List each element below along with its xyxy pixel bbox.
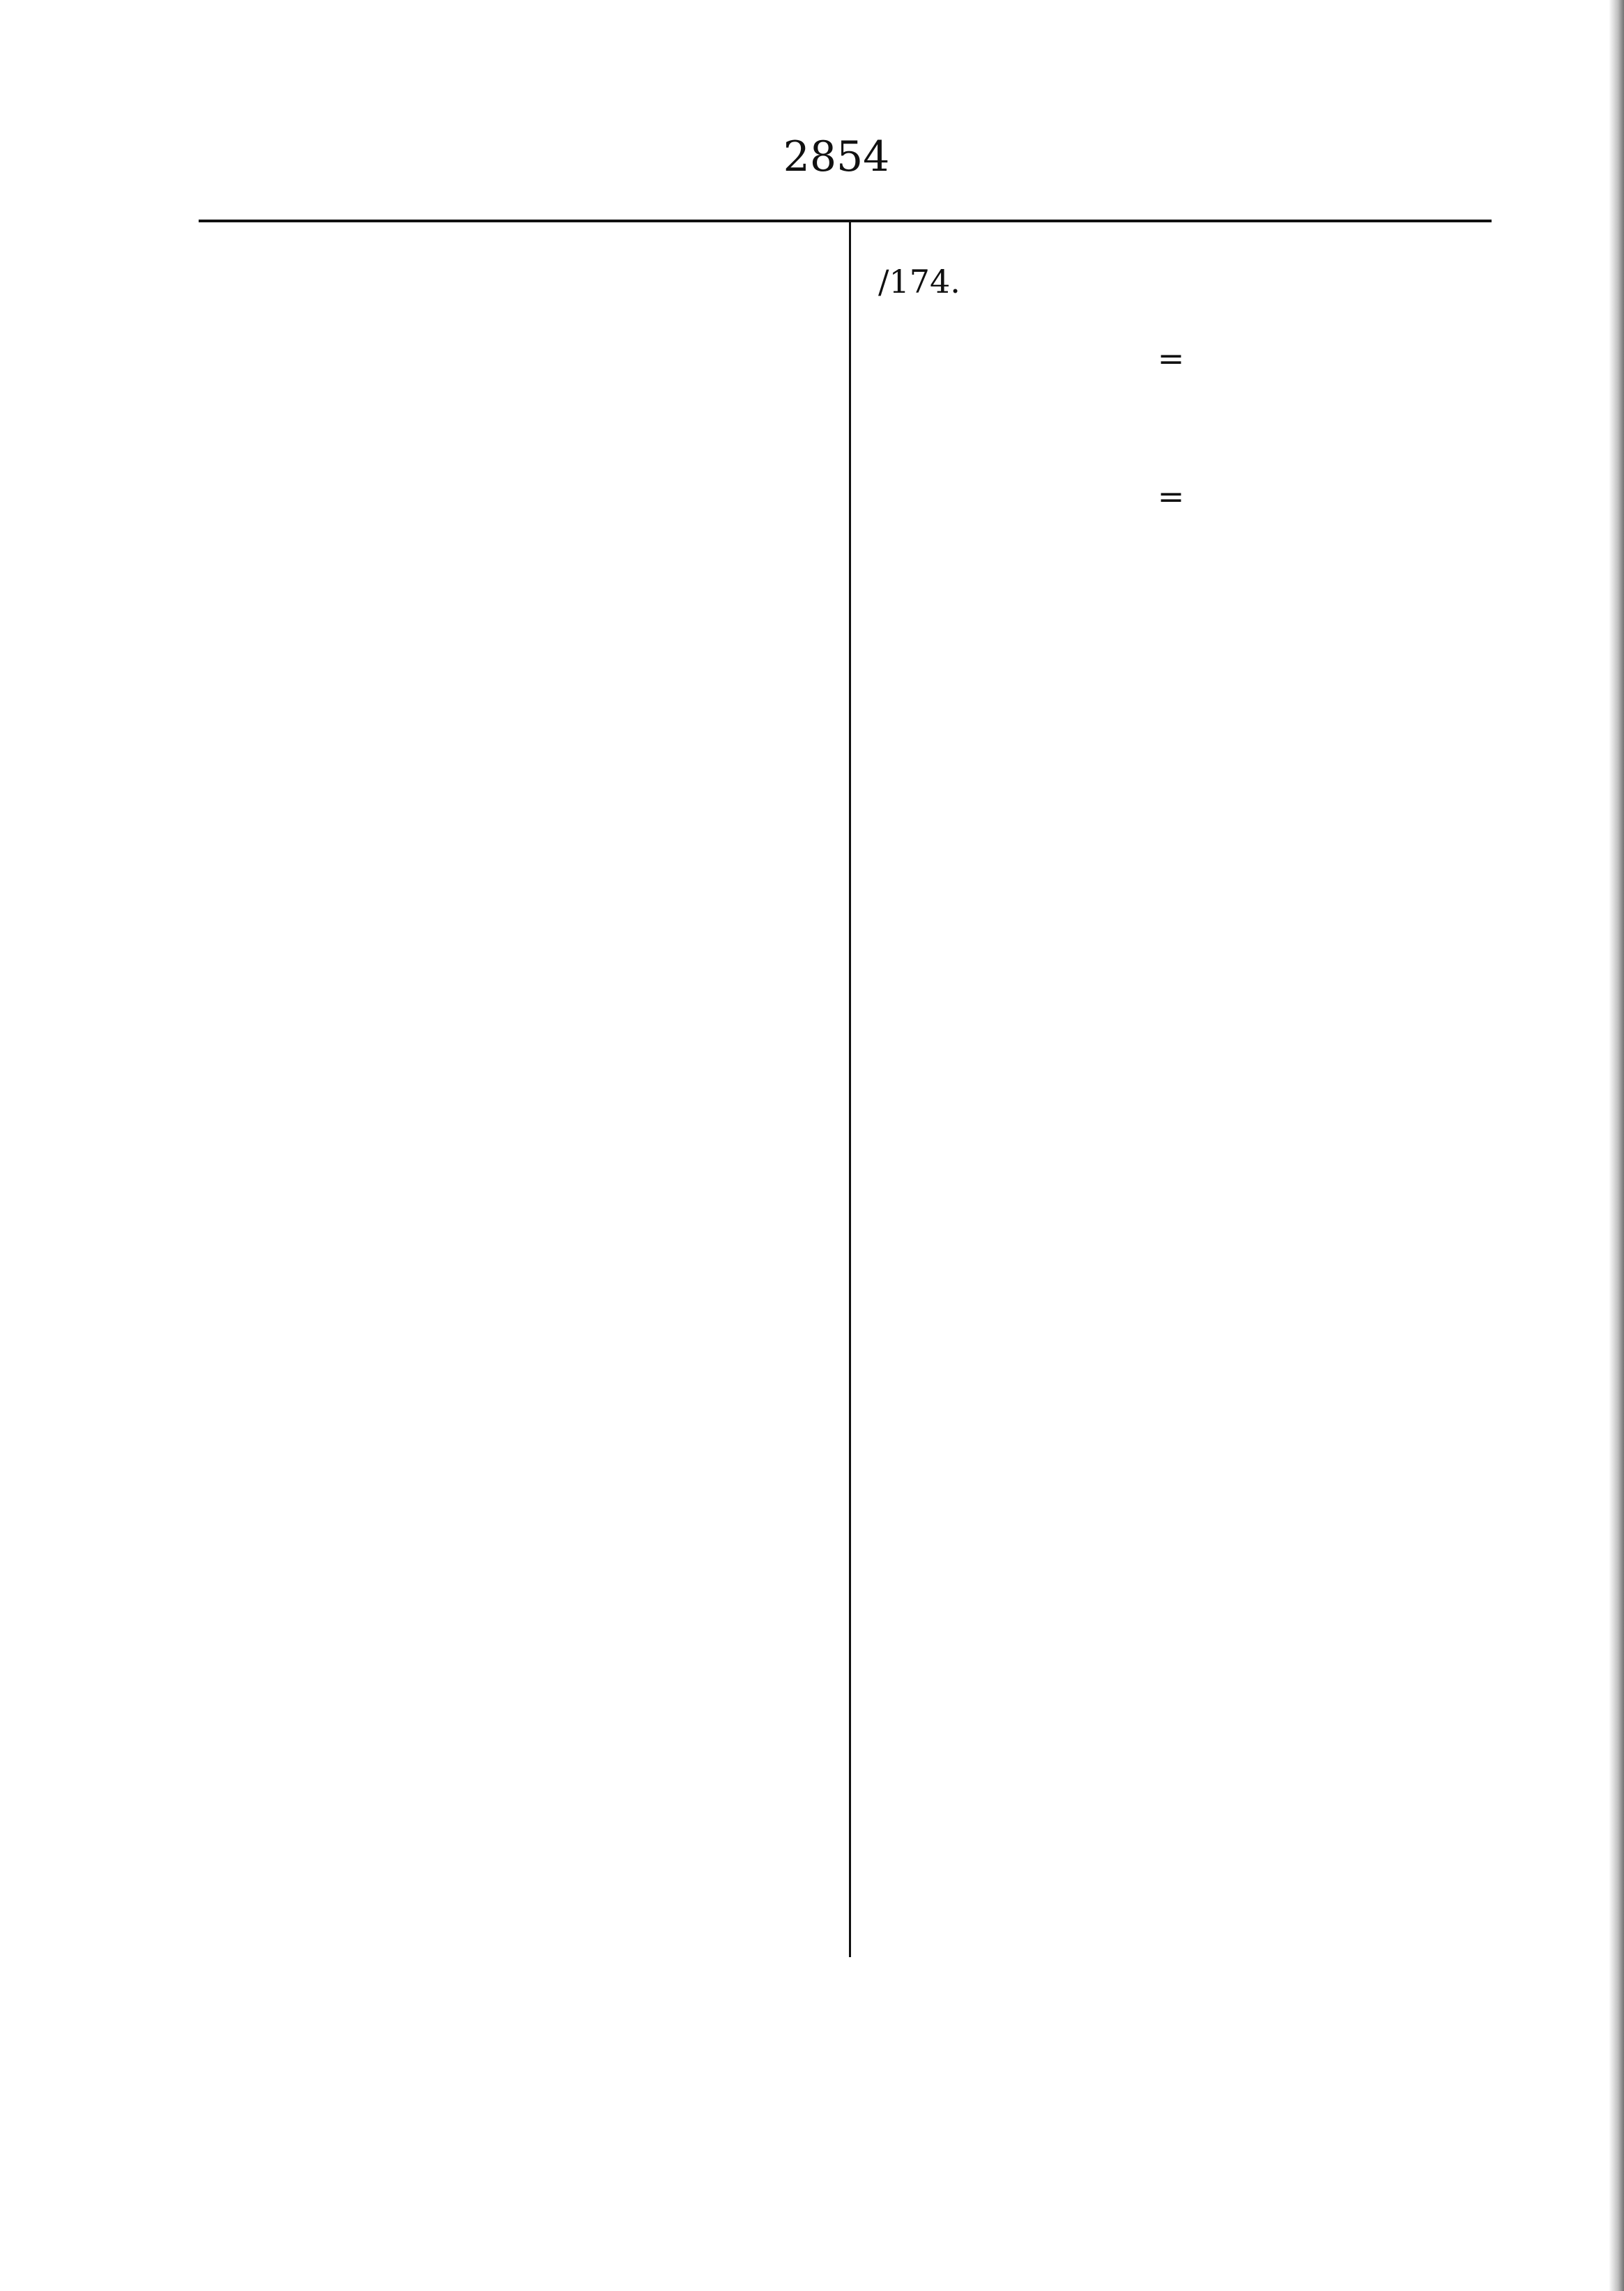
column-divider [849,222,851,1957]
right-column [878,251,1492,558]
xref-equals: = [1157,339,1185,377]
header-rule [199,220,1492,222]
right-entries-a [878,404,1492,450]
scan-edge-shadow [1609,0,1624,2291]
cross-reference [878,466,1492,527]
entry-line: /174. [878,263,960,300]
left-column [209,251,829,328]
page-number: 2854 [783,132,890,181]
continuation-line [878,251,1492,312]
xref-equals: = [1157,477,1185,515]
cross-reference [878,328,1492,389]
